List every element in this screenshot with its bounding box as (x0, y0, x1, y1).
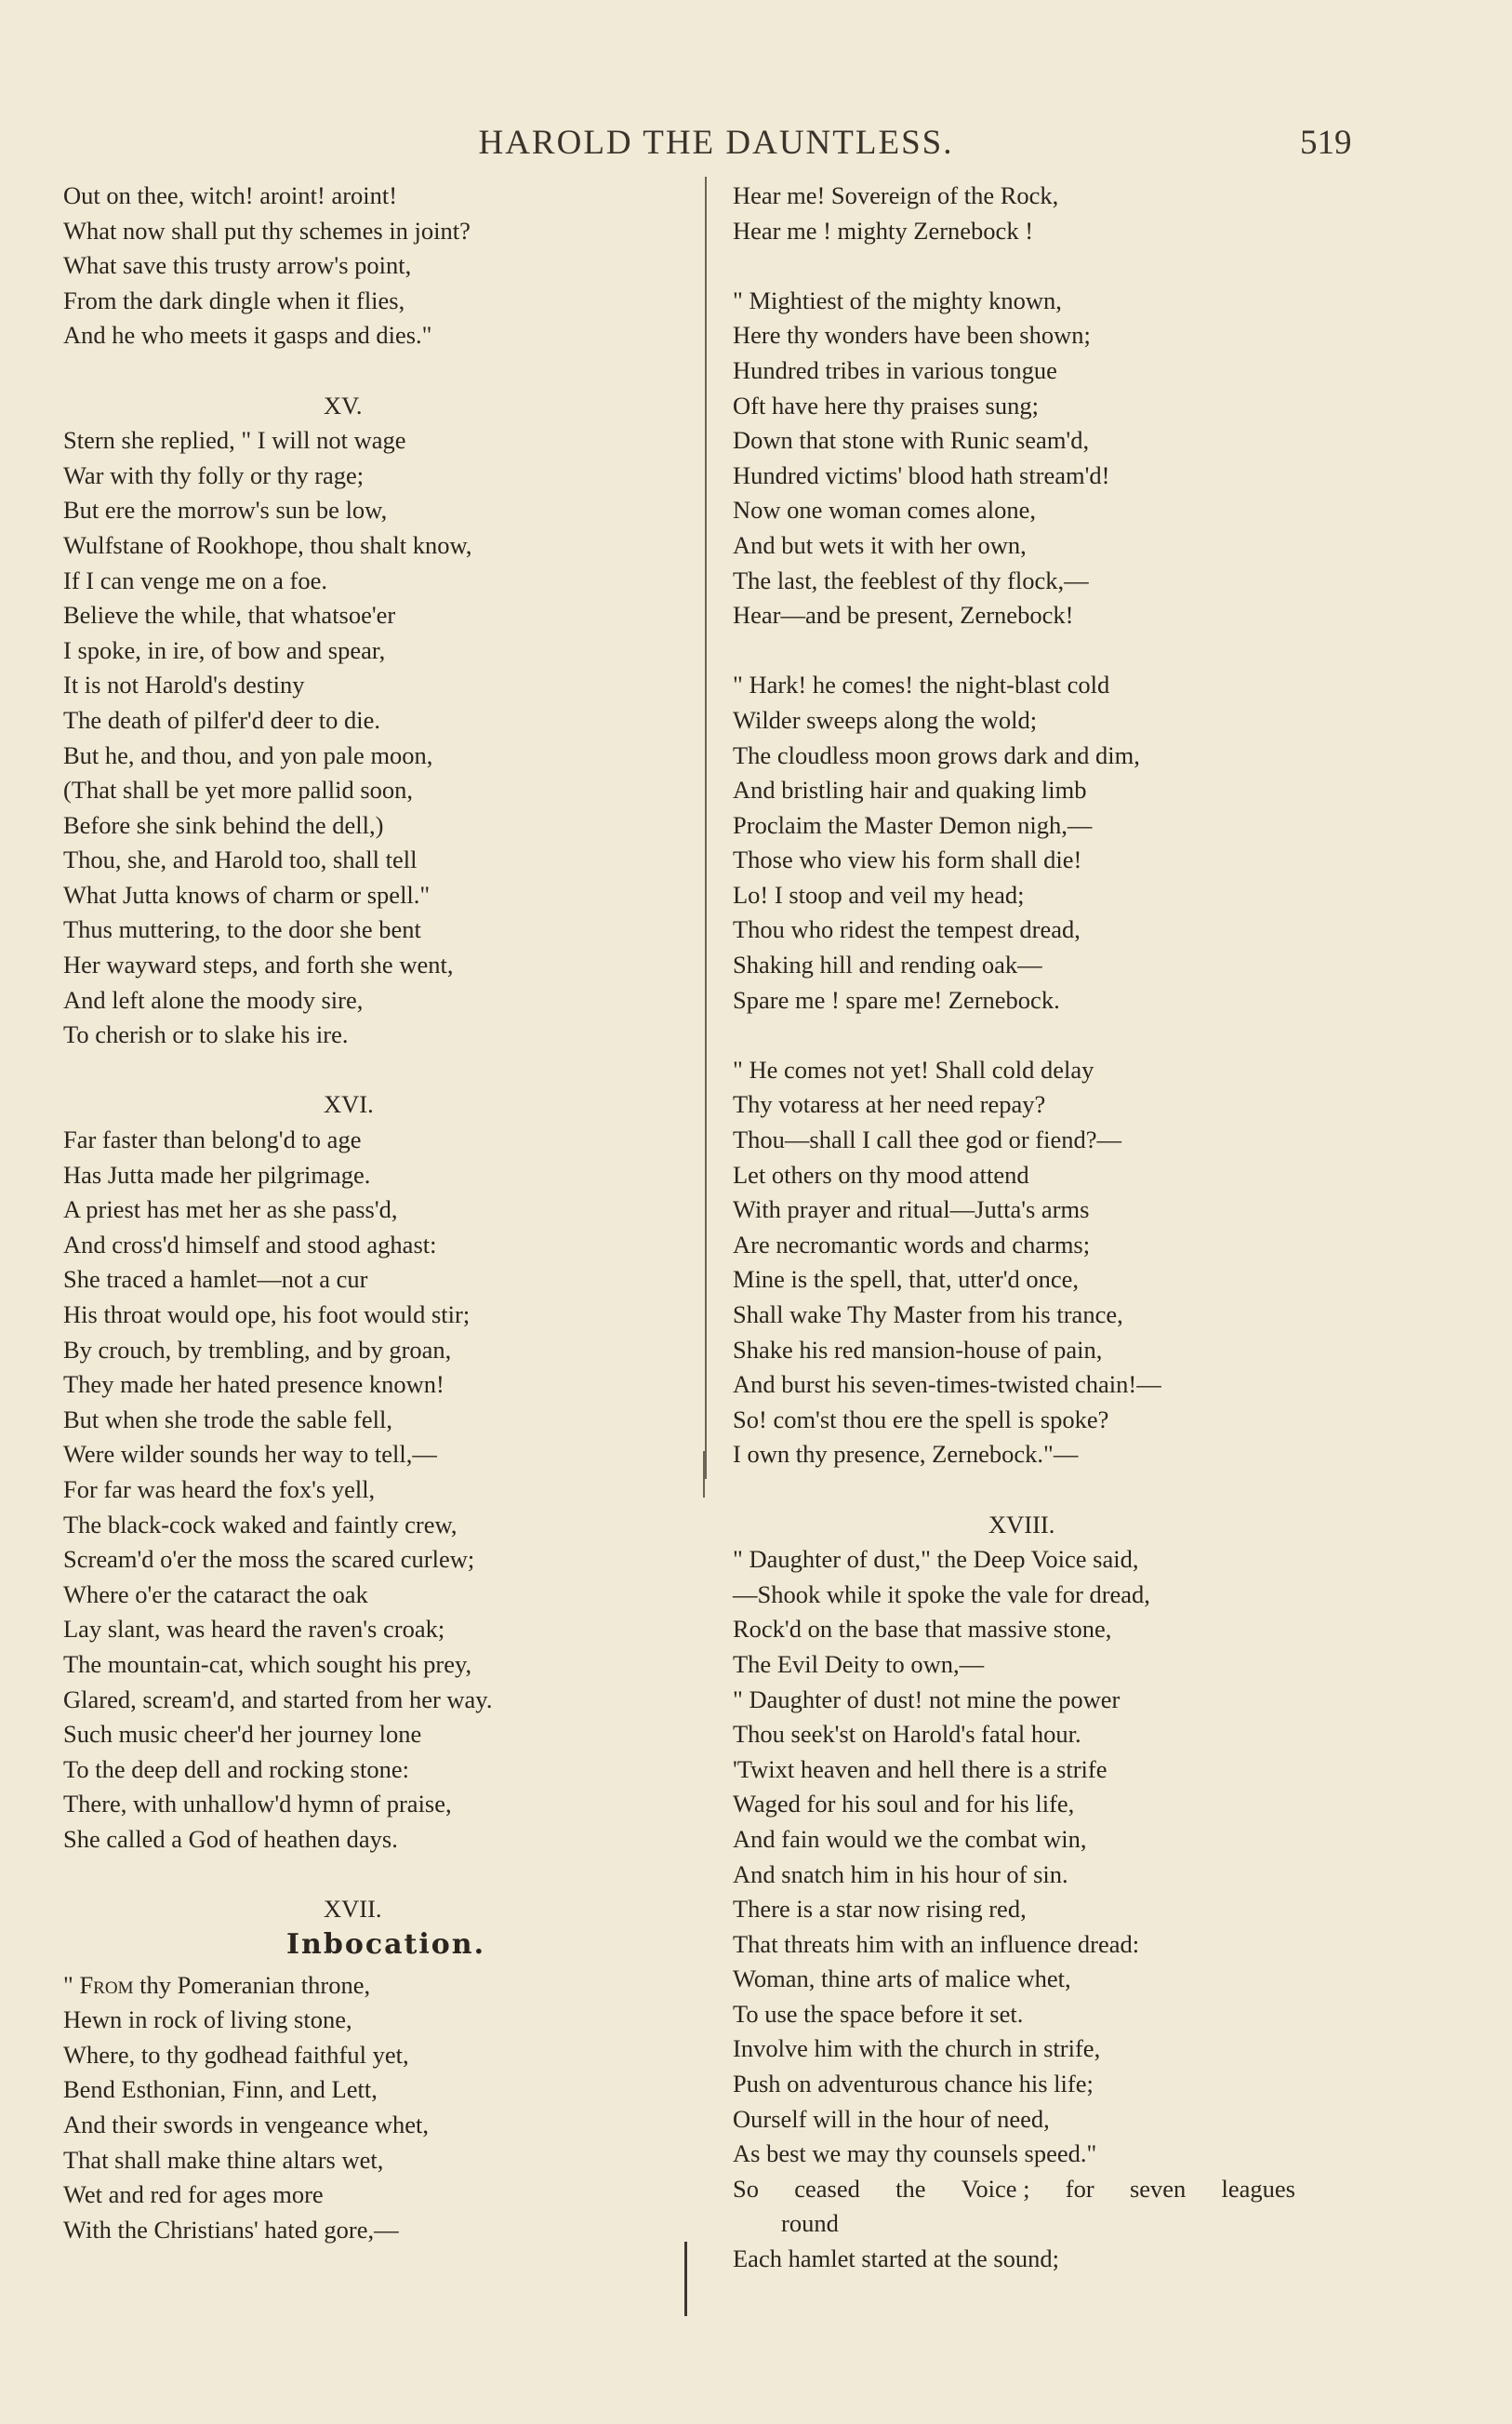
column-rule-fragment (703, 1451, 705, 1498)
verse-line: War with thy folly or thy rage; (63, 460, 365, 489)
verse-line: Were wilder sounds her way to tell,— (63, 1440, 437, 1469)
verse-line: 'Twixt heaven and hell there is a strife (733, 1754, 1107, 1783)
verse-line: What save this trusty arrow's point, (63, 251, 412, 280)
verse-line: Shaking hill and rending oak— (733, 951, 1042, 979)
verse-line: Ourself will in the hour of need, (733, 2104, 1050, 2133)
verse-line: Wulfstane of Rookhope, thou shalt know, (63, 530, 472, 559)
stanza-xviii (733, 1542, 1309, 2172)
verse-line: For far was heard the fox's yell, (63, 1474, 376, 1503)
verse-line: And left alone the moody sire, (63, 985, 364, 1014)
verse-line: The black-cock waked and faintly crew, (63, 1510, 458, 1538)
verse-line: There is a star now rising red, (733, 1895, 1027, 1924)
verse-line: Hewn in rock of living stone, (63, 2005, 352, 2034)
verse-line: (That shall be yet more pallid soon, (63, 776, 414, 805)
verse-line: And snatch him in his hour of sin. (733, 1859, 1068, 1888)
word: the (895, 2174, 926, 2203)
left-column (63, 179, 658, 2247)
verse-line: Proclaim the Master Demon nigh,— (733, 810, 1093, 839)
column-rule (705, 177, 707, 1479)
verse-line: Rock'd on the base that massive stone, (733, 1615, 1112, 1644)
verse-line: To cherish or to slake his ire. (63, 1020, 349, 1049)
stanza-xvi (63, 1123, 658, 1857)
verse-line: Waged for his soul and for his life, (733, 1790, 1075, 1818)
verse-line: She traced a hamlet—not a cur (63, 1265, 368, 1294)
verse-line: Hear me ! mighty Zernebock ! (733, 216, 1034, 245)
verse-line: The cloudless moon grows dark and dim, (733, 740, 1140, 769)
first-word: " From (63, 1970, 134, 1999)
paragraph (733, 668, 1309, 1018)
verse-line: Push on adventurous chance his life; (733, 2070, 1094, 2098)
verse-line: Lay slant, was heard the raven's croak; (63, 1615, 445, 1644)
verse-line: As best we may thy counsels speed." (733, 2139, 1097, 2168)
verse-line: Thy votaress at her need repay? (733, 1090, 1046, 1119)
verse-line: Those who view his form shall die! (733, 846, 1082, 874)
verse-line: Wet and red for ages more (63, 2180, 324, 2209)
verse-line: Are necromantic words and charms; (733, 1230, 1091, 1259)
paragraph (733, 1053, 1309, 1472)
opening-lines (63, 179, 658, 353)
verse-line: Each hamlet started at the sound; (733, 2244, 1060, 2273)
stanza-subtitle: Inbocation. (286, 1927, 486, 1961)
stanza-numeral: XVII. (324, 1895, 382, 1924)
running-title: HAROLD THE DAUNTLESS. (478, 124, 954, 162)
verse-line: That shall make thine altars wet, (63, 2145, 384, 2174)
verse-line: And but wets it with her own, (733, 530, 1027, 559)
verse-line: What now shall put thy schemes in joint? (63, 216, 471, 245)
verse-line: The Evil Deity to own,— (733, 1649, 985, 1678)
verse-line: Here thy wonders have been shown; (733, 321, 1091, 350)
verse-line: What Jutta knows of charm or spell." (63, 880, 431, 909)
stanza-numeral: XVIII. (988, 1510, 1055, 1538)
verse-line: And fain would we the combat win, (733, 1824, 1087, 1853)
stanza-numeral: XVI. (324, 1090, 374, 1119)
verse-line: Bend Esthonian, Finn, and Lett, (63, 2075, 378, 2104)
verse-line: —Shook while it spoke the vale for dread, (733, 1579, 1150, 1608)
verse-line: The last, the feeblest of thy flock,— (733, 566, 1089, 594)
verse-line: " He comes not yet! Shall cold delay (733, 1055, 1094, 1084)
verse-line: With the Christians' hated gore,— (63, 2215, 399, 2244)
verse-line: And he who meets it gasps and dies." (63, 321, 432, 350)
verse-line: But ere the morrow's sun be low, (63, 496, 388, 525)
verse-line: Hundred victims' blood hath stream'd! (733, 460, 1110, 489)
verse-line: And their swords in vengeance whet, (63, 2111, 429, 2139)
verse-line: Let others on thy mood attend (733, 1160, 1029, 1189)
verse-line: I spoke, in ire, of bow and spear, (63, 635, 386, 664)
verse-line: " Daughter of dust," the Deep Voice said, (733, 1545, 1139, 1574)
verse-line: There, with unhallow'd hymn of praise, (63, 1790, 452, 1818)
verse-line: Mine is the spell, that, utter'd once, (733, 1265, 1080, 1294)
verse-line: It is not Harold's destiny (63, 671, 305, 699)
verse-line: " Daughter of dust! not mine the power (733, 1685, 1121, 1713)
verse-line: Out on thee, witch! aroint! aroint! (63, 181, 398, 209)
verse-line: So! com'st thou ere the spell is spoke? (733, 1405, 1109, 1433)
verse-line: Involve him with the church in strife, (733, 2034, 1101, 2063)
verse-line: " Hark! he comes! the night-blast cold (733, 671, 1110, 699)
verse-line: Thou seek'st on Harold's fatal hour. (733, 1720, 1081, 1749)
verse-line: She called a God of heathen days. (63, 1824, 398, 1853)
verse-line: To use the space before it set. (733, 1999, 1024, 2028)
verse-line: Scream'd o'er the moss the scared curlew; (63, 1545, 475, 1574)
verse-line: Now one woman comes alone, (733, 496, 1037, 525)
opening-lines (733, 179, 1309, 248)
verse-line: But he, and thou, and yon pale moon, (63, 740, 433, 769)
verse-line: By crouch, by trembling, and by groan, (63, 1335, 452, 1364)
verse-line: His throat would ope, his foot would stir; (63, 1300, 471, 1328)
verse-line: Her wayward steps, and forth she went, (63, 951, 454, 979)
word: seven (1129, 2174, 1187, 2203)
verse-line: Where o'er the cataract the oak (63, 1579, 368, 1608)
stanza-numeral: XV. (324, 391, 363, 420)
verse-line: round (781, 2209, 839, 2238)
verse-line: " Mightiest of the mighty known, (733, 286, 1062, 314)
verse-line: But when she trode the sable fell, (63, 1405, 392, 1433)
paragraph (733, 284, 1309, 633)
verse-line: That threats him with an influence dread: (733, 1929, 1140, 1958)
verse-line: Where, to thy godhead faithful yet, (63, 2040, 409, 2069)
verse-line: A priest has met her as she pass'd, (63, 1195, 398, 1224)
verse-line: Far faster than belong'd to age (63, 1125, 362, 1154)
verse-line: Before she sink behind the dell,) (63, 810, 384, 839)
verse-line: With prayer and ritual—Jutta's arms (733, 1195, 1090, 1224)
word: for (1065, 2174, 1094, 2203)
verse-line: Oft have here thy praises sung; (733, 391, 1039, 420)
stanza-xvii (63, 2003, 658, 2247)
verse-line: Thou who ridest the tempest dread, (733, 915, 1081, 944)
verse-line: Shake his red mansion-house of pain, (733, 1335, 1103, 1364)
verse-line: Has Jutta made her pilgrimage. (63, 1160, 371, 1189)
verse-line: Hear—and be present, Zernebock! (733, 601, 1074, 630)
verse-line: Glared, scream'd, and started from her way. (63, 1685, 493, 1713)
verse-line: Such music cheer'd her journey lone (63, 1720, 422, 1749)
verse-line: The death of pilfer'd deer to die. (63, 705, 381, 734)
word: Voice ; (961, 2174, 1030, 2203)
verse-line: And cross'd himself and stood aghast: (63, 1230, 437, 1259)
verse-line: Shall wake Thy Master from his trance, (733, 1300, 1123, 1328)
right-column (733, 179, 1309, 2277)
verse-line: Down that stone with Runic seam'd, (733, 426, 1090, 455)
verse-line: From the dark dingle when it flies, (63, 286, 405, 314)
verse-line: Wilder sweeps along the wold; (733, 705, 1038, 734)
verse-line: If I can venge me on a foe. (63, 566, 327, 594)
verse-line: Hundred tribes in various tongue (733, 355, 1057, 384)
stanza-xv (63, 423, 658, 1053)
verse-line: And bristling hair and quaking limb (733, 776, 1087, 805)
first-line-rest: thy Pomeranian throne, (133, 1970, 371, 1999)
verse-line: Thou, she, and Harold too, shall tell (63, 846, 418, 874)
verse-line: Stern she replied, " I will not wage (63, 426, 406, 455)
verse-line: The mountain-cat, which sought his prey, (63, 1649, 472, 1678)
verse-line: Thou—shall I call thee god or fiend?— (733, 1125, 1121, 1154)
verse-line: Thus muttering, to the door she bent (63, 915, 421, 944)
verse-line (63, 1968, 658, 2004)
verse-line: They made her hated presence known! (63, 1370, 444, 1399)
word: leagues (1221, 2174, 1295, 2203)
verse-line: Spare me ! spare me! Zernebock. (733, 985, 1060, 1014)
spread-line (733, 2172, 1295, 2207)
verse-line: I own thy presence, Zernebock."— (733, 1440, 1079, 1469)
verse-line: Woman, thine arts of malice whet, (733, 1965, 1071, 1993)
verse-line: To the deep dell and rocking stone: (63, 1754, 409, 1783)
word: So (733, 2174, 759, 2203)
word: ceased (794, 2174, 860, 2203)
verse-line: Hear me! Sovereign of the Rock, (733, 181, 1059, 209)
verse-line: Believe the while, that whatsoe'er (63, 601, 396, 630)
verse-line: Lo! I stoop and veil my head; (733, 880, 1025, 909)
column-rule-fragment (684, 2242, 687, 2316)
verse-line: And burst his seven-times-twisted chain!— (733, 1370, 1161, 1399)
page-number: 519 (1300, 124, 1352, 162)
